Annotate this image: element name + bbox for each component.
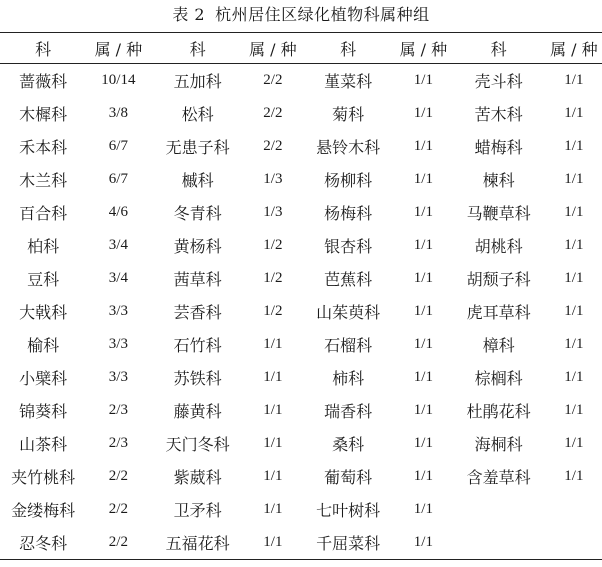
family-cell: 小檗科 [19,369,68,388]
column-header-family: 科 [0,33,86,64]
family-cell: 蜡梅科 [474,138,523,157]
family-cell: 锦葵科 [19,402,68,421]
table-number: 表 2 [172,5,206,24]
family-cell: 海桐科 [474,435,523,454]
family-cell: 金缕梅科 [11,501,76,520]
genus-species-cell: 1/1 [263,336,283,352]
family-cell: 瑞香科 [324,402,373,421]
genus-species-cell: 1/1 [564,336,584,352]
genus-species-cell: 1/1 [413,501,433,517]
table-row [0,493,602,526]
family-cell: 杨梅科 [324,204,373,223]
family-cell: 菊科 [332,105,365,124]
genus-species-cell: 1/1 [245,526,301,560]
genus-species-cell: 1/1 [413,72,433,88]
family-cell: 堇菜科 [324,72,373,91]
table-row [0,526,602,560]
genus-species-cell: 1/2 [263,237,283,253]
family-cell: 松科 [181,105,214,124]
plant-family-table [0,32,602,560]
table-caption [0,4,602,26]
genus-species-cell: 1/3 [263,171,283,187]
genus-species-cell: 2/3 [108,435,128,451]
genus-species-cell: 1/2 [263,303,283,319]
genus-species-cell: 2/2 [263,138,283,154]
family-cell: 五福花科 [150,526,244,560]
family-cell: 悬铃木科 [316,138,381,157]
genus-species-cell: 1/1 [413,468,433,484]
genus-species-cell: 1/1 [263,501,283,517]
table-row [0,130,602,163]
family-cell: 榆科 [27,336,60,355]
family-cell: 芭蕉科 [324,270,373,289]
family-cell: 无患子科 [165,138,230,157]
family-cell: 木樨科 [19,105,68,124]
family-cell: 木兰科 [19,171,68,190]
family-cell: 胡颓子科 [466,270,531,289]
genus-species-cell: 1/1 [413,105,433,121]
genus-species-cell: 10/14 [101,72,136,88]
genus-species-cell: 1/1 [564,402,584,418]
column-header-family: 科 [301,33,395,64]
genus-species-cell: 3/3 [108,336,128,352]
genus-species-cell: 1/1 [564,468,584,484]
family-cell: 石竹科 [173,336,222,355]
family-cell: 杜鹃花科 [466,402,531,421]
genus-species-cell: 1/1 [413,336,433,352]
genus-species-cell: 1/1 [564,303,584,319]
table-row [0,196,602,229]
column-header-family: 科 [150,33,244,64]
family-cell: 苦木科 [474,105,523,124]
family-cell: 杨柳科 [324,171,373,190]
genus-species-cell: 3/4 [108,270,128,286]
family-cell: 山茱萸科 [316,303,381,322]
genus-species-cell: 1/1 [564,270,584,286]
genus-species-cell: 6/7 [108,138,128,154]
family-cell: 禾本科 [19,138,68,157]
family-cell: 虎耳草科 [466,303,531,322]
genus-species-cell: 2/2 [108,501,128,517]
table-row [0,361,602,394]
genus-species-cell: 1/1 [564,171,584,187]
genus-species-cell: 1/1 [413,435,433,451]
genus-species-cell: 1/1 [564,369,584,385]
genus-species-cell: 1/1 [263,468,283,484]
family-cell: 柏科 [27,237,60,256]
genus-species-cell: 1/2 [263,270,283,286]
family-cell: 苏铁科 [173,369,222,388]
genus-species-cell: 1/1 [564,237,584,253]
family-cell: 槭科 [181,171,214,190]
table-row [0,427,602,460]
genus-species-cell: 2/2 [86,526,150,560]
genus-species-cell: 3/4 [108,237,128,253]
genus-species-cell: 3/8 [108,105,128,121]
table-header-row [0,33,602,64]
genus-species-cell: 1/1 [413,369,433,385]
family-cell: 藤黄科 [173,402,222,421]
genus-species-cell: 1/1 [564,72,584,88]
family-cell: 百合科 [19,204,68,223]
family-cell: 豆科 [27,270,60,289]
family-cell: 桑科 [332,435,365,454]
family-cell: 冬青科 [173,204,222,223]
table-row [0,328,602,361]
family-cell: 蔷薇科 [19,72,68,91]
genus-species-cell: 1/1 [263,369,283,385]
column-header-family: 科 [451,33,545,64]
family-cell [451,526,545,560]
family-cell: 紫葳科 [173,468,222,487]
genus-species-cell: 1/1 [263,435,283,451]
family-cell: 夹竹桃科 [11,468,76,487]
family-cell: 含羞草科 [466,468,531,487]
family-cell: 石榴科 [324,336,373,355]
table-row [0,295,602,328]
family-cell: 七叶树科 [316,501,381,520]
table-row [0,394,602,427]
table-row [0,262,602,295]
table-row [0,163,602,196]
genus-species-cell: 2/2 [263,72,283,88]
family-cell: 樟科 [482,336,515,355]
family-cell: 五加科 [173,72,222,91]
genus-species-cell: 2/2 [108,468,128,484]
genus-species-cell: 1/1 [413,270,433,286]
genus-species-cell: 4/6 [108,204,128,220]
genus-species-cell [546,493,602,526]
family-cell: 黄杨科 [173,237,222,256]
genus-species-cell: 1/1 [413,171,433,187]
family-cell: 卫矛科 [173,501,222,520]
genus-species-cell: 1/1 [395,526,451,560]
family-cell: 千屈菜科 [301,526,395,560]
family-cell: 芸香科 [173,303,222,322]
family-cell [451,493,545,526]
genus-species-cell: 2/3 [108,402,128,418]
genus-species-cell: 2/2 [263,105,283,121]
column-header-genus-species: 属 / 种 [245,33,301,64]
genus-species-cell: 1/1 [413,402,433,418]
genus-species-cell: 1/1 [564,105,584,121]
family-cell: 茜草科 [173,270,222,289]
family-cell: 棕榈科 [474,369,523,388]
family-cell: 壳斗科 [474,72,523,91]
table-body [0,64,602,560]
family-cell: 柿科 [332,369,365,388]
genus-species-cell: 1/1 [564,204,584,220]
genus-species-cell: 1/1 [263,402,283,418]
table-row [0,64,602,98]
family-cell: 马鞭草科 [466,204,531,223]
family-cell: 山茶科 [19,435,68,454]
genus-species-cell: 1/3 [263,204,283,220]
genus-species-cell: 1/1 [413,138,433,154]
genus-species-cell: 1/1 [564,138,584,154]
genus-species-cell: 6/7 [108,171,128,187]
column-header-genus-species: 属 / 种 [395,33,451,64]
column-header-genus-species: 属 / 种 [86,33,150,64]
genus-species-cell: 3/3 [108,369,128,385]
table-row [0,97,602,130]
table-row [0,229,602,262]
genus-species-cell: 1/1 [413,303,433,319]
family-cell: 天门冬科 [165,435,230,454]
genus-species-cell: 3/3 [108,303,128,319]
family-cell: 大戟科 [19,303,68,322]
genus-species-cell: 1/1 [564,435,584,451]
table-row [0,460,602,493]
family-cell: 银杏科 [324,237,373,256]
family-cell: 忍冬科 [0,526,86,560]
table-title: 杭州居住区绿化植物科属种组 [215,5,430,24]
family-cell: 楝科 [482,171,515,190]
genus-species-cell: 1/1 [413,204,433,220]
genus-species-cell: 1/1 [413,237,433,253]
genus-species-cell [546,526,602,560]
column-header-genus-species: 属 / 种 [546,33,602,64]
family-cell: 胡桃科 [474,237,523,256]
family-cell: 葡萄科 [324,468,373,487]
